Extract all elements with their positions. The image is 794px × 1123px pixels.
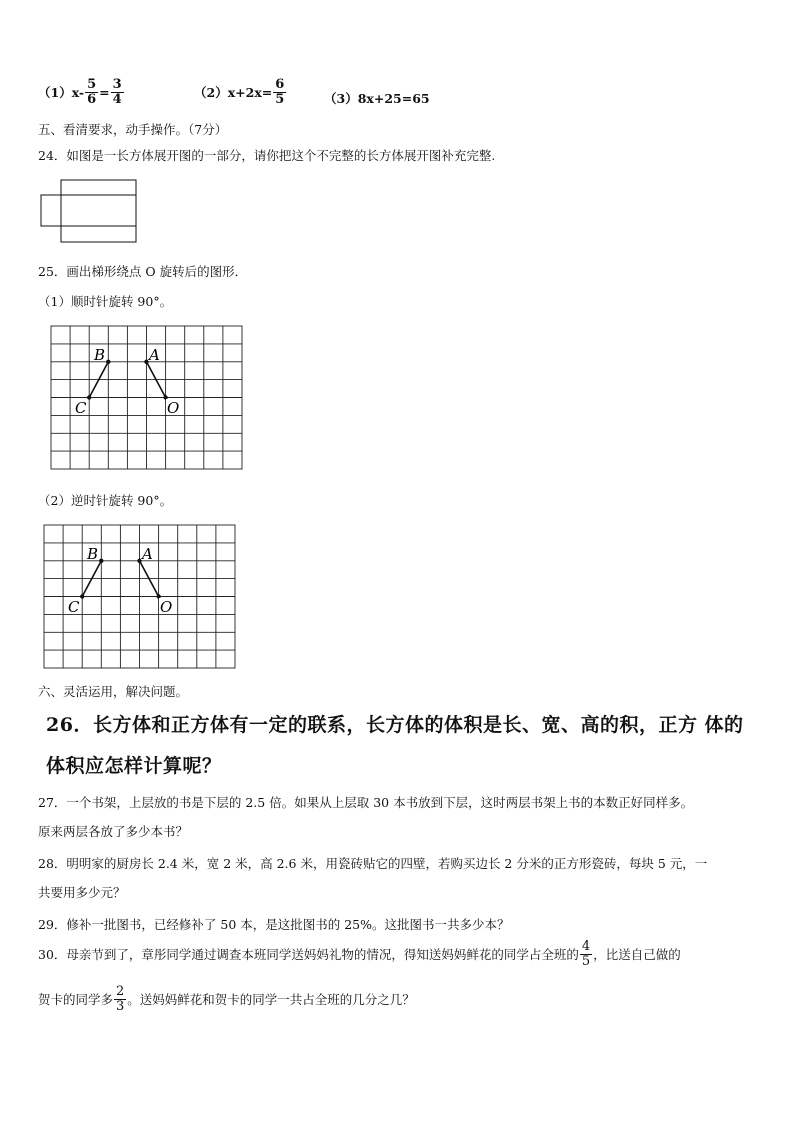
question-27-line-1: 27．一个书架，上层放的书是下层的 2.5 倍。如果从上层取 30 本书放到下层，这时两层书架上书的本数正好同样多。 bbox=[38, 795, 694, 810]
label-o: O bbox=[160, 598, 173, 616]
equation-1: （1）x- $\frac{5}{6}$ = $\frac{3}{4}$ bbox=[38, 77, 122, 107]
label-b: B bbox=[87, 545, 99, 563]
fraction: $\frac{5}{6}$ bbox=[87, 77, 97, 107]
point-b bbox=[99, 559, 103, 563]
fraction: $\frac{2}{3}$ bbox=[116, 984, 125, 1014]
question-29: 29．修补一批图书，已经修补了 50 本，是这批图书的 25%。这批图书一共多少本？ bbox=[38, 917, 510, 932]
fraction: $\frac{4}{5}$ bbox=[581, 939, 591, 969]
question-30-line-2: 贺卡的同学多 $\frac{2}{3}$ 。送妈妈鲜花和贺卡的同学一共占全班的几分之几？ bbox=[38, 984, 415, 1014]
grid-figure-1 bbox=[50, 325, 244, 471]
equation-2-label: （2）x+2x= bbox=[194, 85, 273, 101]
question-25-part-2: （2）逆时针旋转 90°。 bbox=[38, 493, 173, 508]
section-6-title: 六、灵活运用，解决问题。 bbox=[38, 684, 189, 699]
label-c: C bbox=[68, 598, 80, 616]
label-a: A bbox=[142, 545, 153, 563]
question-30-line-1: 30．母亲节到了，章彤同学通过调查本班同学送妈妈礼物的情况，得知送妈妈鲜花的同学占全班的 $\frac{4}{5}$ ，比送自己做的 bbox=[38, 939, 681, 969]
question-28-line-2: 共要用多少元？ bbox=[38, 885, 126, 900]
cuboid-net-figure bbox=[38, 176, 140, 244]
label-b: B bbox=[94, 346, 106, 364]
question-25-part-1: （1）顺时针旋转 90°。 bbox=[38, 294, 173, 309]
equation-3: （3）8x+25=65 bbox=[324, 91, 430, 106]
question-26-line-2: 体积应怎样计算呢？ bbox=[46, 755, 222, 777]
question-25: 25．画出梯形绕点 O 旋转后的图形． bbox=[38, 264, 248, 279]
equation-1-label: （1）x- bbox=[38, 85, 85, 101]
label-o: O bbox=[167, 399, 180, 417]
fraction: $\frac{6}{5}$ bbox=[275, 77, 285, 107]
grid-figure-2 bbox=[43, 524, 237, 670]
grid-lines bbox=[51, 326, 242, 469]
point-b bbox=[106, 360, 110, 364]
question-26-line-1: 26．长方体和正方体有一定的联系，长方体的体积是长、宽、高的积，正方 体的 bbox=[46, 714, 744, 736]
question-24: 24．如图是一长方体展开图的一部分，请你把这个不完整的长方体展开图补充完整. bbox=[38, 148, 496, 163]
question-28-line-1: 28．明明家的厨房长 2.4 米，宽 2 米，高 2.6 米，用瓷砖贴它的四壁，若购买边长 2 分米的正方形瓷砖，每块 5 元，一 bbox=[38, 856, 708, 871]
grid-lines bbox=[44, 525, 235, 668]
label-c: C bbox=[75, 399, 87, 417]
label-a: A bbox=[149, 346, 160, 364]
equation-2 bbox=[194, 78, 287, 106]
fraction: $\frac{3}{4}$ bbox=[112, 77, 122, 107]
question-27-line-2: 原来两层各放了多少本书？ bbox=[38, 824, 189, 839]
section-5-title: 五、看清要求，动手操作。（7分） bbox=[38, 122, 228, 137]
